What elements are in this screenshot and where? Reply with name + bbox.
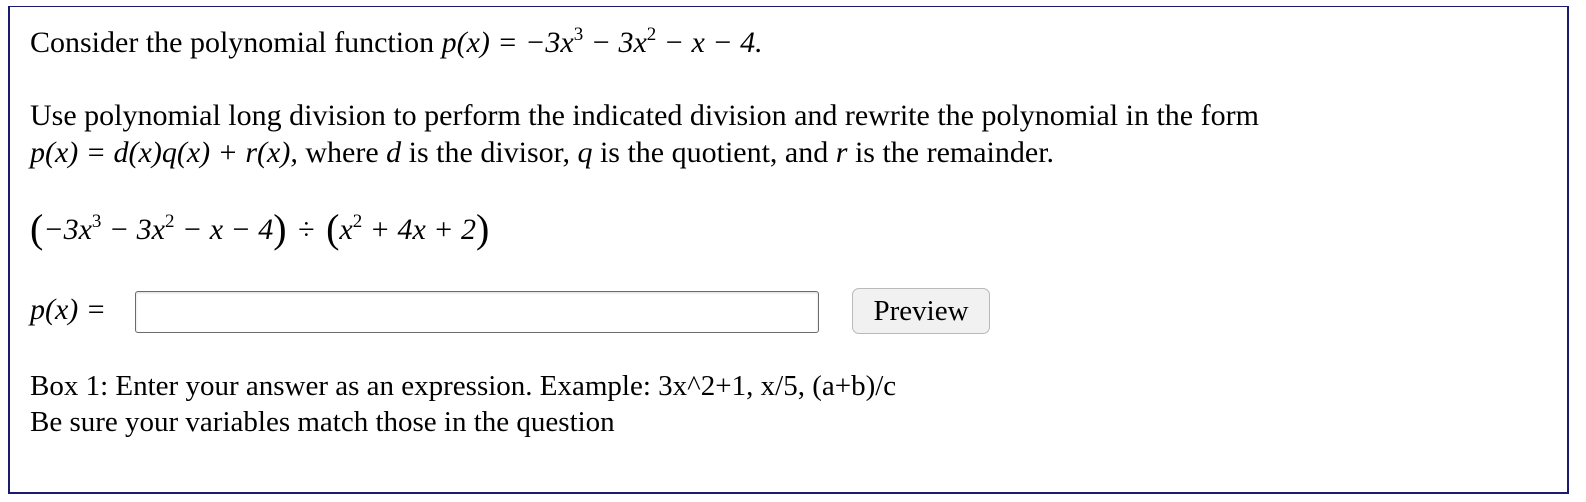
form-formula: p(x) = d(x)q(x) + r(x), [30, 136, 298, 169]
division-expression: $(-3x^3 - 3x^2 - x - 4) \div (x^2 + 4x + 2)$ [30, 206, 490, 251]
answer-label: p(x) = [30, 293, 107, 326]
help-line-2: Be sure your variables match those in the question [30, 406, 615, 438]
answer-input[interactable] [135, 291, 819, 333]
polynomial-expression: $p(x) = -3x^3 - 3x^2 - x - 4$. [441, 24, 763, 59]
divide-sign: ÷ [298, 213, 315, 246]
preview-button[interactable]: Preview [852, 288, 990, 334]
instruction-line-1: Use polynomial long division to perform the indicated division and rewrite the polynomial in the form [30, 99, 1259, 132]
instruction-line-2: p(x) = d(x)q(x) + r(x), where d is the divisor, q is the quotient, and r is the remainder. [30, 136, 1055, 169]
question-intro [30, 26, 763, 60]
intro-text: Consider the polynomial function [30, 26, 435, 59]
help-line-1: Box 1: Enter your answer as an expression. Example: 3x^2+1, x/5, (a+b)/c [30, 370, 897, 402]
